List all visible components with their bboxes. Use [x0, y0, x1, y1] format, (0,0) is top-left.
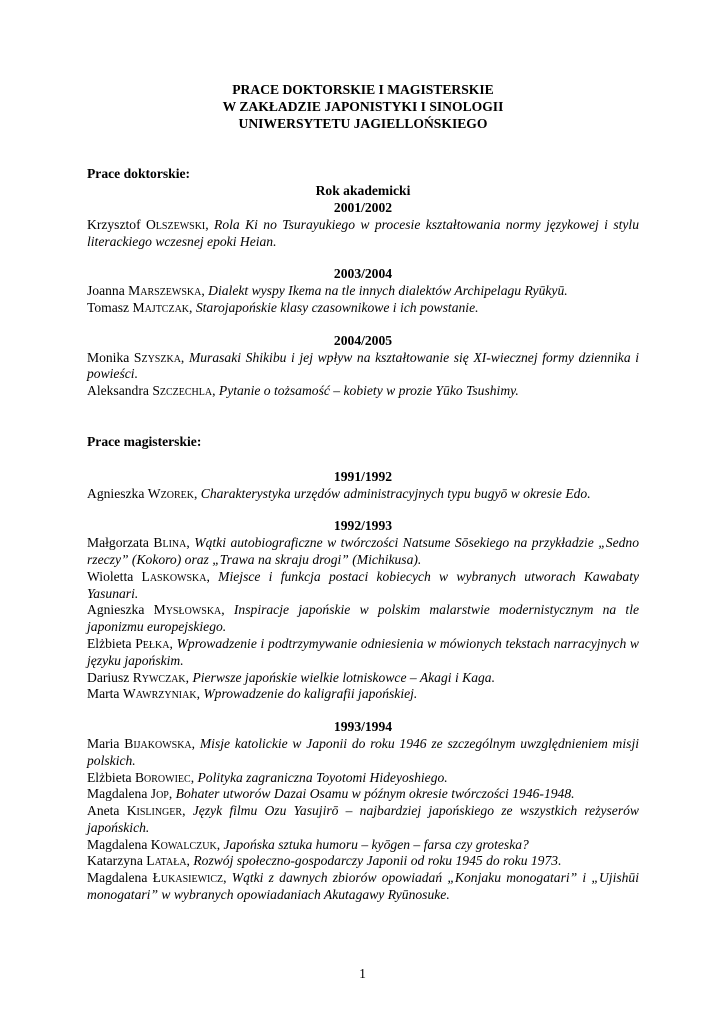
- author-first-name: Tomasz: [87, 299, 130, 315]
- author-first-name: Elżbieta: [87, 635, 132, 651]
- title-line: PRACE DOKTORSKIE I MAGISTERSKIE: [232, 82, 494, 97]
- author-first-name: Wioletta: [87, 568, 134, 584]
- author-last-name: Latała: [146, 853, 187, 869]
- document-title: [87, 82, 639, 132]
- author-last-name: Majtczak: [132, 299, 190, 315]
- thesis-entry: Elżbieta Pełka, Wprowadzenie i podtrzymywanie odniesienia w mówionych tekstach narracyjnych w języku japońskim.: [87, 635, 639, 668]
- thesis-title: Pytanie o tożsamość – kobiety w prozie Yūko Tsushimy.: [218, 383, 519, 399]
- author-last-name: Kowalczuk: [150, 836, 217, 852]
- year-heading: 2004/2005: [333, 332, 393, 348]
- thesis-entry: Marta Wawrzyniak, Wprowadzenie do kaligrafii japońskiej.: [87, 686, 418, 702]
- thesis-entry: Katarzyna Latała, Rozwój społeczno-gospodarczy Japonii od roku 1945 do roku 1973.: [87, 853, 562, 869]
- thesis-title: Starojapońskie klasy czasownikowe i ich powstanie.: [195, 299, 479, 315]
- author-first-name: Elżbieta: [87, 769, 132, 785]
- thesis-title: Murasaki Shikibu i jej wpływ na kształtowanie się XI-wiecznej formy dziennika i powieści.: [87, 349, 640, 382]
- thesis-title: Wprowadzenie do kaligrafii japońskiej.: [203, 686, 418, 702]
- author-first-name: Marta: [87, 686, 120, 702]
- author-last-name: Rywczak: [132, 669, 186, 685]
- thesis-entry: Monika Szyszka, Murasaki Shikibu i jej wpływ na kształtowanie się XI-wiecznej formy dziennika i powieści.: [87, 349, 640, 382]
- author-last-name: Laskowska: [141, 568, 207, 584]
- author-last-name: Pełka: [135, 635, 170, 651]
- thesis-entry: Elżbieta Borowiec, Polityka zagraniczna Toyotomi Hideyoshiego.: [87, 769, 448, 785]
- thesis-title: Dialekt wyspy Ikema na tle innych dialektów Archipelagu Ryūkyū.: [208, 283, 568, 299]
- year-heading: 1993/1994: [333, 719, 393, 735]
- author-first-name: Krzysztof: [87, 216, 141, 232]
- doctoral-list: [87, 200, 639, 400]
- thesis-entry: Aleksandra Szczechla, Pytanie o tożsamość – kobiety w prozie Yūko Tsushimy.: [87, 383, 519, 399]
- thesis-title: Inspiracje japońskie w polskim malarstwie modernistycznym na tle japonizmu europejskiego.: [87, 602, 640, 635]
- author-last-name: Bijakowska: [124, 735, 192, 751]
- author-first-name: Aleksandra: [87, 383, 149, 399]
- thesis-title: Japońska sztuka humoru – kyōgen – farsa czy groteska?: [223, 836, 529, 852]
- masters-heading: Prace magisterskie:: [87, 433, 202, 449]
- thesis-entry: Magdalena Kowalczuk, Japońska sztuka humoru – kyōgen – farsa czy groteska?: [87, 836, 529, 852]
- page-number: 1: [359, 966, 366, 981]
- author-last-name: Łukasiewicz: [152, 870, 224, 886]
- thesis-title: Wątki autobiograficzne w twórczości Natsume Sōsekiego na przykładzie „Sedno rzeczy” (Kokoro) oraz „Trawa na skraju drogi” (Michikusa).: [87, 535, 640, 567]
- thesis-title: Charakterystyka urzędów administracyjnych typu bugyō w okresie Edo.: [200, 485, 591, 501]
- thesis-entry: Krzysztof Olszewski, Rola Ki no Tsurayukiego w procesie kształtowania normy językowej i stylu literackiego wczesnej epoki Heian.: [87, 216, 640, 249]
- author-last-name: Wzorek: [147, 485, 194, 501]
- thesis-entry: Agnieszka Mysłowska, Inspiracje japońskie w polskim malarstwie modernistycznym na tle japonizmu europejskiego.: [87, 602, 640, 635]
- author-first-name: Maria: [87, 735, 120, 751]
- thesis-entry: Magdalena Jop, Bohater utworów Dazai Osamu w późnym okresie twórczości 1946-1948.: [87, 786, 575, 802]
- thesis-entry: Joanna Marszewska, Dialekt wyspy Ikema na tle innych dialektów Archipelagu Ryūkyū.: [87, 283, 568, 299]
- author-last-name: Jop: [150, 786, 169, 802]
- doctoral-heading: Prace doktorskie:: [87, 166, 191, 182]
- author-first-name: Aneta: [87, 803, 120, 819]
- author-first-name: Dariusz: [87, 669, 130, 685]
- author-first-name: Monika: [87, 349, 130, 365]
- thesis-title: Wprowadzenie i podtrzymywanie odniesienia w mówionych tekstach narracyjnych w języku japońskim.: [87, 635, 639, 668]
- year-heading: 2003/2004: [333, 266, 393, 282]
- author-last-name: Blina: [153, 535, 187, 551]
- author-first-name: Joanna: [87, 283, 125, 299]
- year-heading: 2001/2002: [333, 199, 393, 215]
- thesis-entry: Tomasz Majtczak, Starojapońskie klasy czasownikowe i ich powstanie.: [87, 299, 479, 315]
- author-first-name: Magdalena: [87, 836, 148, 852]
- year-heading: 1992/1993: [333, 518, 393, 534]
- masters-list: [87, 469, 639, 904]
- author-last-name: Mysłowska: [153, 602, 222, 618]
- author-last-name: Olszewski: [145, 216, 206, 232]
- thesis-title: Miejsce i funkcja postaci kobiecych w wybranych utworach Kawabaty Yasunari.: [87, 568, 640, 601]
- thesis-entry: Dariusz Rywczak, Pierwsze japońskie wielkie lotniskowce – Akagi i Kaga.: [87, 669, 495, 685]
- thesis-title: Rola Ki no Tsurayukiego w procesie kształtowania normy językowej i stylu literackiego wczesnej epoki Heian.: [87, 216, 640, 249]
- year-heading: 1991/1992: [333, 468, 393, 484]
- thesis-title: Bohater utworów Dazai Osamu w późnym okresie twórczości 1946-1948.: [175, 786, 575, 802]
- thesis-title: Misje katolickie w Japonii do roku 1946 ze szczególnym uwzględnieniem misji polskich.: [87, 735, 639, 768]
- author-last-name: Wawrzyniak: [122, 686, 197, 702]
- author-first-name: Katarzyna: [87, 853, 143, 869]
- thesis-entry: Agnieszka Wzorek, Charakterystyka urzędów administracyjnych typu bugyō w okresie Edo.: [87, 485, 591, 501]
- thesis-entry: Maria Bijakowska, Misje katolickie w Japonii do roku 1946 ze szczególnym uwzględnieniem misji polskich.: [87, 735, 639, 768]
- thesis-title: Wątki z dawnych zbiorów opowiadań „Konjaku monogatari” i „Ujishūi monogatari” w wybranych opowiadaniach Akutagawy Ryūnosuke.: [87, 870, 640, 903]
- thesis-entry: Wioletta Laskowska, Miejsce i funkcja postaci kobiecych w wybranych utworach Kawabaty Yasunari.: [87, 568, 640, 601]
- thesis-title: Pierwsze japońskie wielkie lotniskowce – Akagi i Kaga.: [192, 669, 495, 685]
- author-last-name: Kislinger: [126, 803, 183, 819]
- thesis-title: Rozwój społeczno-gospodarczy Japonii od roku 1945 do roku 1973.: [193, 853, 562, 869]
- author-first-name: Magdalena: [87, 870, 148, 886]
- thesis-entry: Małgorzata Blina, Wątki autobiograficzne w twórczości Natsume Sōsekiego na przykładzie „Sedno rzeczy” (Kokoro) oraz „Trawa na skraju drogi” (Michikusa).: [87, 535, 640, 567]
- thesis-entry: Magdalena Łukasiewicz, Wątki z dawnych zbiorów opowiadań „Konjaku monogatari” i „Ujishūi monogatari” w wybranych opowiadaniach Akutagawy Ryūnosuke.: [87, 870, 640, 903]
- title-line: UNIWERSYTETU JAGIELLOŃSKIEGO: [238, 115, 488, 131]
- academic-year-label: Rok akademicki: [315, 183, 411, 199]
- author-first-name: Magdalena: [87, 786, 148, 802]
- author-first-name: Małgorzata: [87, 535, 149, 551]
- title-line: W ZAKŁADZIE JAPONISTYKI I SINOLOGII: [222, 98, 504, 114]
- author-last-name: Marszewska: [128, 283, 202, 299]
- author-last-name: Szyszka: [133, 349, 181, 365]
- thesis-title: Język filmu Ozu Yasujirō – najbardziej japońskiego ze wszystkich reżyserów japońskich.: [87, 803, 639, 835]
- author-last-name: Borowiec: [134, 769, 191, 785]
- author-first-name: Agnieszka: [87, 485, 145, 501]
- document-page: [87, 82, 639, 904]
- thesis-entry: Aneta Kislinger, Język filmu Ozu Yasujirō – najbardziej japońskiego ze wszystkich reżyserów japońskich.: [87, 803, 639, 835]
- thesis-title: Polityka zagraniczna Toyotomi Hideyoshiego.: [197, 769, 448, 785]
- author-first-name: Agnieszka: [87, 602, 145, 618]
- author-last-name: Szczechla: [152, 383, 213, 399]
